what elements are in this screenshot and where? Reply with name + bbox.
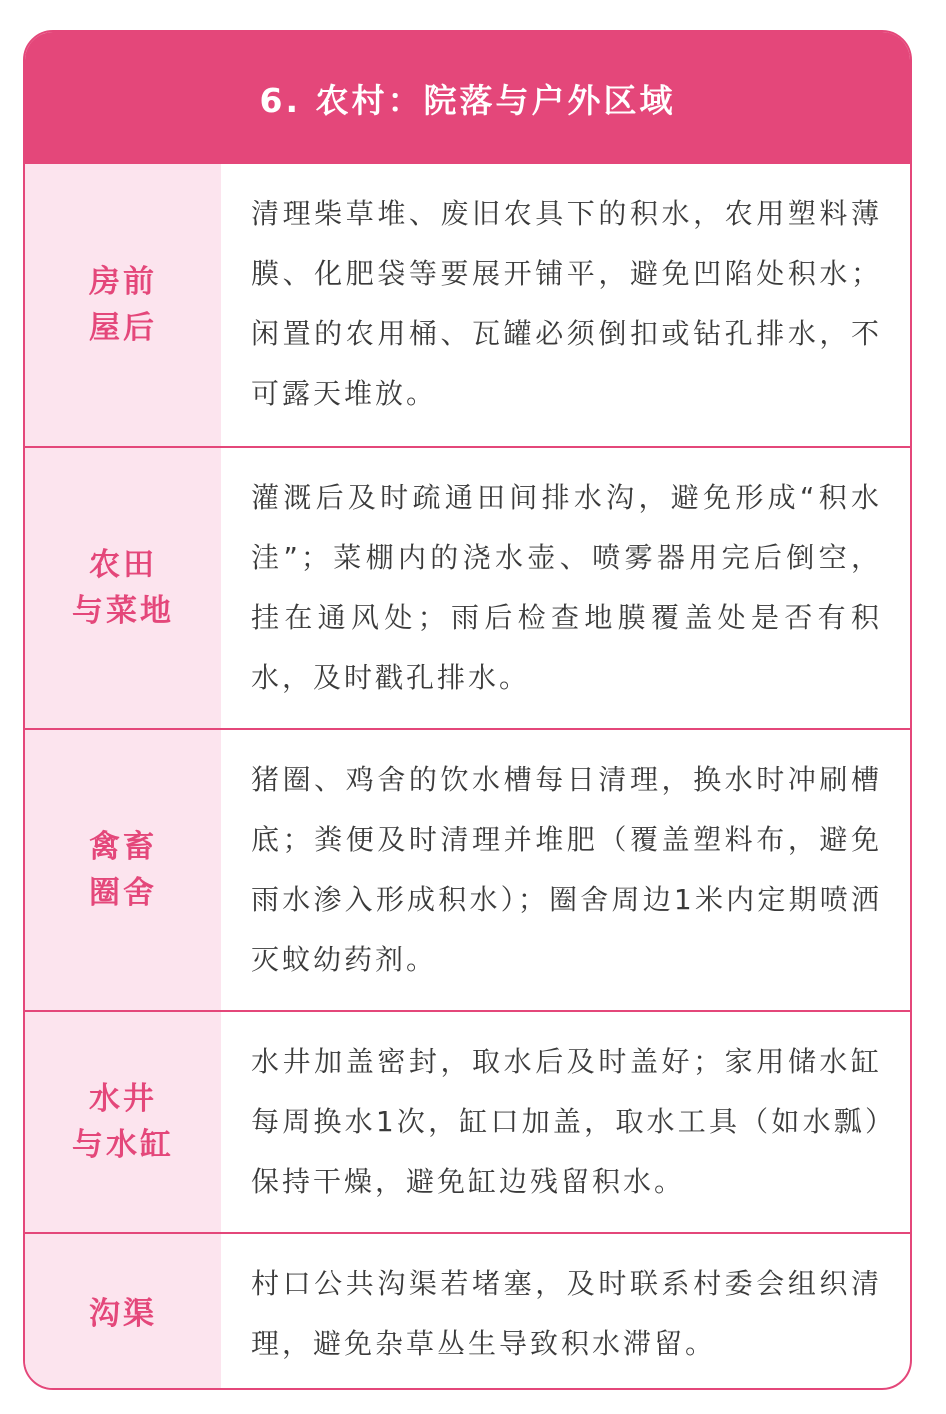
row-text: 村口公共沟渠若堵塞，及时联系村委会组织清理，避免杂草丛生导致积水滞留。 [251, 1267, 882, 1360]
guideline-table [25, 164, 910, 1390]
table-row [25, 1232, 910, 1390]
row-text: 猪圈、鸡舍的饮水槽每日清理，换水时冲刷槽底；粪便及时清理并堆肥（覆盖塑料布，避免雨水渗入形成积水）；圈舍周边1米内定期喷洒灭蚊幼药剂。 [251, 763, 882, 976]
info-card [23, 30, 912, 1390]
row-label: 农田 与菜地 [25, 448, 221, 728]
row-text: 水井加盖密封，取水后及时盖好；家用储水缸每周换水1次，缸口加盖，取水工具（如水瓢）保持干燥，避免缸边残留积水。 [251, 1045, 882, 1198]
table-row [25, 446, 910, 728]
card-header [25, 32, 910, 164]
row-label: 禽畜 圈舍 [25, 730, 221, 1010]
row-label: 沟渠 [25, 1234, 221, 1390]
card-title: 6. 农村：院落与户外区域 [259, 80, 676, 120]
row-label: 房前 屋后 [25, 164, 221, 446]
row-text: 灌溉后及时疏通田间排水沟，避免形成“积水洼”；菜棚内的浇水壶、喷雾器用完后倒空，挂在通风处；雨后检查地膜覆盖处是否有积水，及时戳孔排水。 [251, 481, 882, 694]
row-label: 水井 与水缸 [25, 1012, 221, 1232]
table-row [25, 164, 910, 446]
table-row [25, 728, 910, 1010]
table-row [25, 1010, 910, 1232]
row-text: 清理柴草堆、废旧农具下的积水，农用塑料薄膜、化肥袋等要展开铺平，避免凹陷处积水；闲置的农用桶、瓦罐必须倒扣或钻孔排水，不可露天堆放。 [251, 197, 882, 410]
